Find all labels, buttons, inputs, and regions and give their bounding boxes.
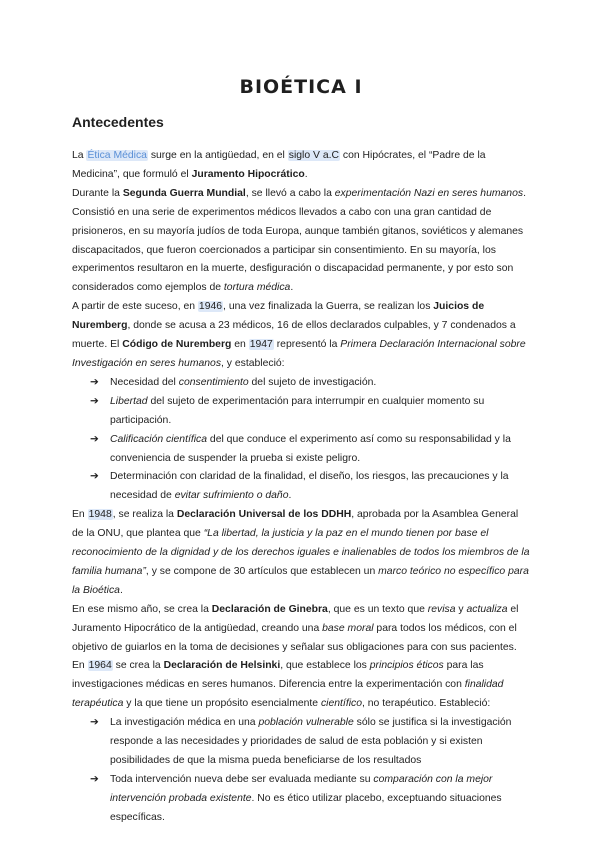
page-title: BIOÉTICA I [239, 76, 363, 98]
list-item: ➔ Calificación científica del que conduce el experimento así como su responsabilidad y la conveniencia de suspender la prueba si existe peligro. [90, 431, 530, 469]
paragraph-nuremberg: A partir de este suceso, en 1946, una vez finalizada la Guerra, se realizan los Juicios de Nuremberg, donde se acusa a 23 médicos, 16 de ellos declarados culpables, y 7 condenados a muerte. El Código de Nuremberg en 1947 representó la Primera Declaración Internacional sobre Investigación en seres humanos, y estableció: [72, 301, 526, 369]
paragraph-ginebra: En ese mismo año, se crea la Declaración de Ginebra, que es un texto que revisa y actualiza el Juramento Hipocrático de la antigüedad, creando una base moral para todos los médicos, con el objetivo de guiarlos en la toma de decisiones y señalar sus obligaciones para con sus pacientes. [72, 603, 519, 653]
document-body [72, 147, 530, 828]
arrow-bullet-icon: ➔ [90, 717, 99, 729]
list-item: ➔ Toda intervención nueva debe ser evaluada mediante su comparación con la mejor intervención probada existente. No es ético utilizar placebo, exceptuando situaciones específicas. [90, 771, 530, 828]
nuremberg-principles-list [72, 374, 530, 506]
list-item: ➔ Libertad del sujeto de experimentación para interrumpir en cualquier momento su participación. [90, 393, 530, 431]
paragraph-ddhh: En 1948, se realiza la Declaración Universal de los DDHH, aprobada por la Asamblea General de la ONU, que plantea que “La libertad, la justicia y la paz en el mundo tienen por base el reconocimiento de la dignidad y de los derechos iguales e inalienables de todos los miembros de la familia humana”, y se compone de 30 artículos que establecen un marco teórico no específico para la Bioética. [72, 509, 530, 596]
list-item: ➔ Necesidad del consentimiento del sujeto de investigación. [90, 374, 530, 393]
section-heading: Antecedentes [72, 114, 164, 130]
arrow-bullet-icon: ➔ [90, 433, 99, 445]
arrow-bullet-icon: ➔ [90, 395, 99, 407]
arrow-bullet-icon: ➔ [90, 376, 99, 388]
helsinki-principles-list [72, 714, 530, 827]
arrow-bullet-icon: ➔ [90, 773, 99, 785]
paragraph-ww2: Durante la Segunda Guerra Mundial, se llevó a cabo la experimentación Nazi en seres humanos. Consistió en una serie de experimentos médicos llevados a cabo con una gran cantidad de prisioneros, en su mayoría judíos de toda Europa, aunque también gitanos, soviéticos y alemanes discapacitados, que fueron coercionados a participar sin consentimiento. En su mayoría, los experimentos resultaron en la muerte, desfiguración o discapacidad permanente, y por esto son considerados como ejemplos de tortura médica. [72, 187, 526, 294]
list-item: ➔ Determinación con claridad de la finalidad, el diseño, los riesgos, las precauciones y la necesidad de evitar sufrimiento o daño. [90, 468, 530, 506]
paragraph-helsinki: En 1964 se crea la Declaración de Helsinki, que establece los principios éticos para las investigaciones médicas en seres humanos. Diferencia entre la experimentación con finalidad terapéutica y la que tiene un propósito esencialmente científico, no terapéutico. Estableció: [72, 660, 504, 710]
arrow-bullet-icon: ➔ [90, 471, 99, 483]
list-item: ➔ La investigación médica en una población vulnerable sólo se justifica si la investigación responde a las necesidades y prioridades de salud de esta población y si existen posibilidades de que la misma pueda beneficiarse de los resultados [90, 714, 530, 771]
paragraph-origins: La Ética Médica surge en la antigüedad, en el siglo V a.C con Hipócrates, el “Padre de la Medicina”, que formuló el Juramento Hipocrático. [72, 150, 486, 180]
